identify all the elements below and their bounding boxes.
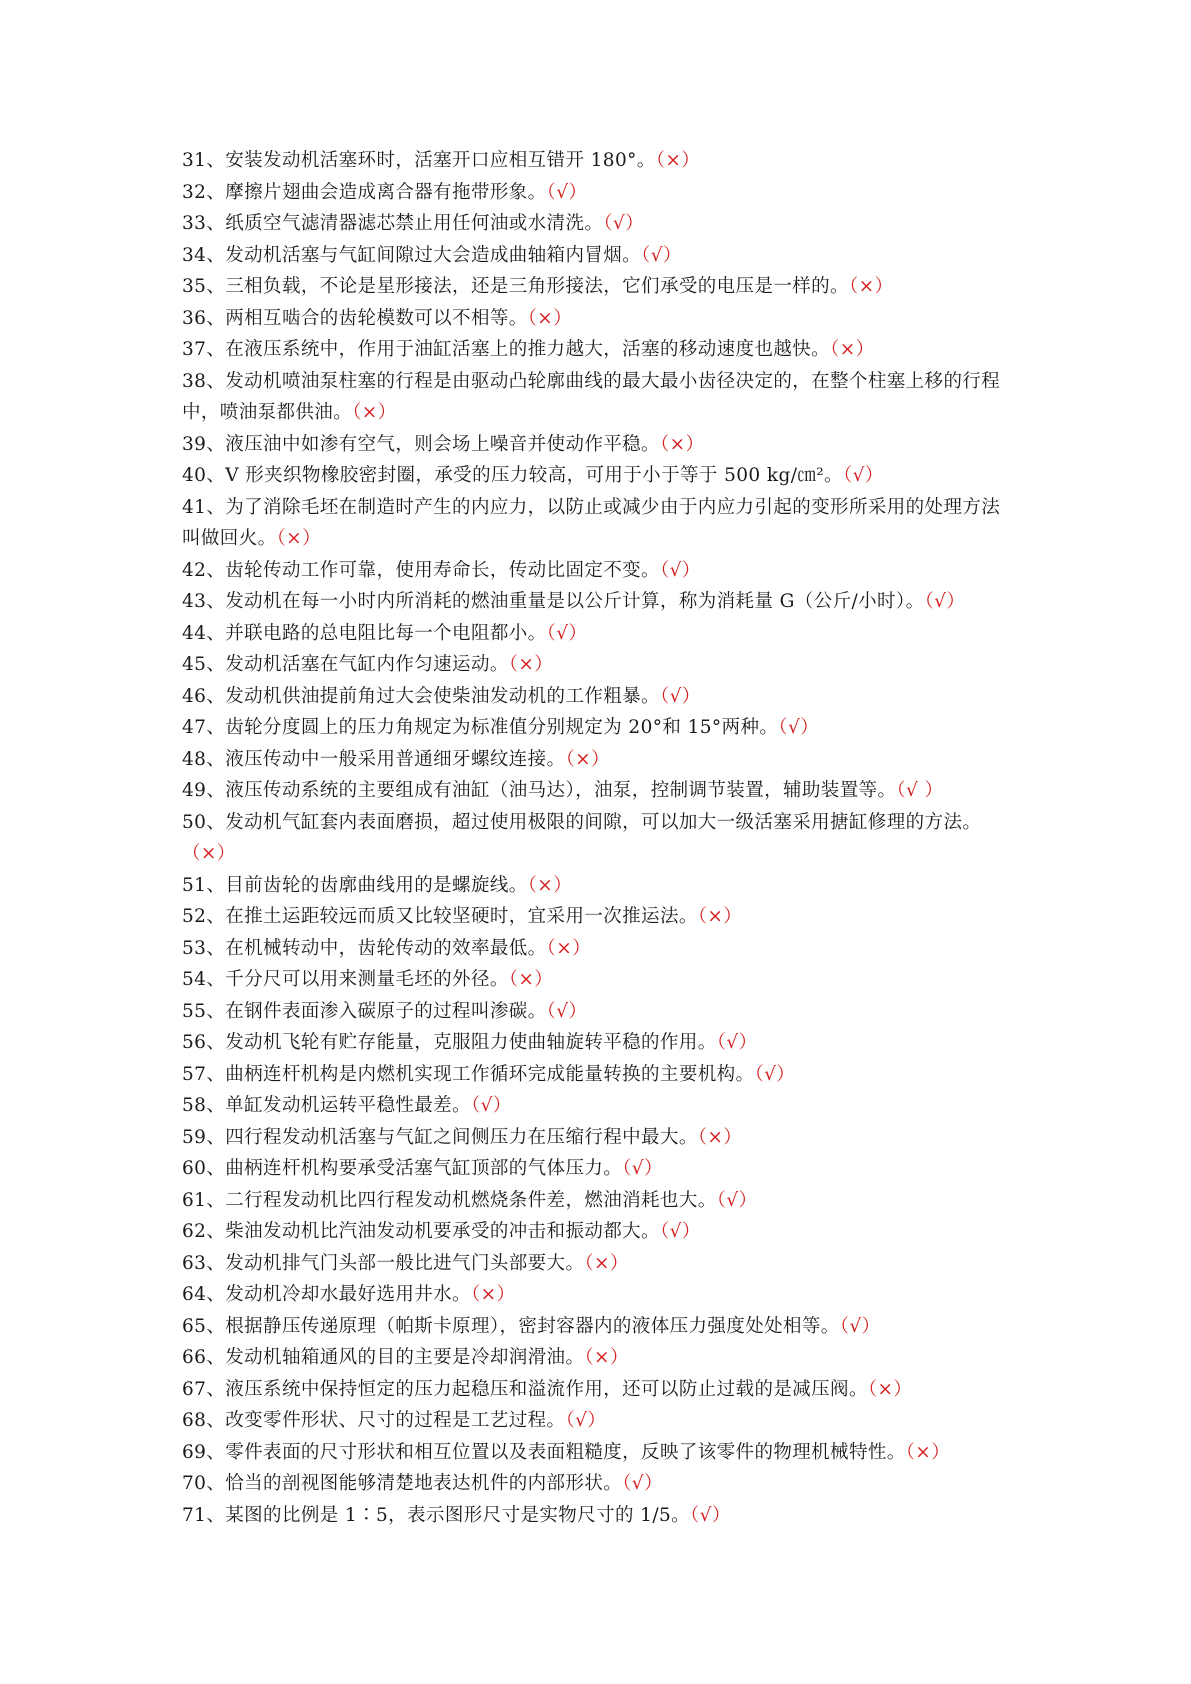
answer-mark: （√） xyxy=(659,685,701,707)
question-item xyxy=(182,555,1012,587)
question-item xyxy=(182,1153,1012,1185)
question-text: 59、四行程发动机活塞与气缸之间侧压力在压缩行程中最大。 xyxy=(182,1126,698,1148)
question-text: 46、发动机供油提前角过大会使柴油发动机的工作粗暴。 xyxy=(182,685,660,707)
answer-mark: （√） xyxy=(603,213,644,234)
question-text: 60、曲柄连杆机构要承受活塞气缸顶部的气体压力。 xyxy=(182,1158,623,1179)
question-item xyxy=(182,460,1012,492)
answer-mark: （√） xyxy=(546,1000,588,1022)
question-item xyxy=(182,240,1012,272)
answer-mark: （×） xyxy=(584,1252,629,1274)
question-text: 41、为了消除毛坯在制造时产生的内应力，以防止或减少由于内应力引起的变形所采用的处理方法叫做回火。 xyxy=(182,496,1001,549)
answer-mark: （√） xyxy=(546,622,588,644)
question-text: 48、液压传动中一般采用普通细牙螺纹连接。 xyxy=(182,748,566,770)
answer-mark: （×） xyxy=(352,402,397,423)
answer-mark: （√） xyxy=(690,1504,731,1526)
question-text: 47、齿轮分度圆上的压力角规定为标准值分别规定为 20°和 15°两种。 xyxy=(182,717,779,738)
answer-mark: （√） xyxy=(716,1032,758,1053)
question-item xyxy=(182,649,1012,681)
answer-mark: （√ ） xyxy=(896,780,944,801)
answer-mark: （×） xyxy=(276,528,321,549)
question-item xyxy=(182,1342,1012,1374)
question-item xyxy=(182,712,1012,744)
question-text: 55、在钢件表面渗入碳原子的过程叫渗碳。 xyxy=(182,1000,547,1022)
question-item xyxy=(182,775,1012,807)
question-item xyxy=(182,744,1012,776)
question-text: 65、根据静压传递原理（帕斯卡原理），密封容器内的液体压力强度处处相等。 xyxy=(182,1315,840,1337)
answer-mark: （×） xyxy=(697,906,743,927)
question-text: 62、柴油发动机比汽油发动机要承受的冲击和振动都大。 xyxy=(182,1221,660,1242)
answer-mark: （×） xyxy=(848,276,894,297)
question-text: 43、发动机在每一小时内所消耗的燃油重量是以公斤计算，称为消耗量 G（公斤/小时）。 xyxy=(182,591,925,612)
question-item xyxy=(182,366,1012,429)
answer-mark: （×） xyxy=(867,1378,913,1400)
question-item xyxy=(182,618,1012,650)
question-item xyxy=(182,271,1012,303)
answer-mark: （√） xyxy=(546,181,588,203)
question-text: 33、纸质空气滤清器滤芯禁止用任何油或水清洗。 xyxy=(182,213,604,234)
question-text: 54、千分尺可以用来测量毛坯的外径。 xyxy=(182,969,509,990)
question-item xyxy=(182,1059,1012,1091)
answer-mark: （×） xyxy=(182,843,236,864)
question-item xyxy=(182,208,1012,240)
question-item xyxy=(182,1185,1012,1217)
answer-mark: （×） xyxy=(905,1441,951,1463)
question-text: 70、恰当的剖视图能够清楚地表达机件的内部形状。 xyxy=(182,1473,623,1494)
answer-mark: （×） xyxy=(508,654,554,675)
question-text: 49、液压传动系统的主要组成有油缸（油马达），油泵，控制调节装置，辅助装置等。 xyxy=(182,780,897,801)
answer-mark: （×） xyxy=(527,874,573,896)
question-item xyxy=(182,807,1012,870)
answer-mark: （×） xyxy=(470,1284,516,1305)
answer-mark: （√） xyxy=(622,1473,663,1494)
answer-mark: （√） xyxy=(924,591,966,612)
question-item xyxy=(182,1216,1012,1248)
question-item xyxy=(182,901,1012,933)
question-text: 35、三相负载，不论是星形接法，还是三角形接法，它们承受的电压是一样的。 xyxy=(182,276,849,297)
question-text: 71、某图的比例是 1∶5，表示图形尺寸是实物尺寸的 1/5。 xyxy=(182,1504,691,1526)
question-text: 31、安装发动机活塞环时，活塞开口应相互错开 180°。 xyxy=(182,150,656,171)
answer-mark: （√） xyxy=(839,1315,881,1337)
question-text: 39、液压油中如渗有空气，则会场上噪音并使动作平稳。 xyxy=(182,433,660,455)
question-text: 53、在机械转动中，齿轮传动的效率最低。 xyxy=(182,937,547,959)
question-item xyxy=(182,145,1012,177)
question-text: 66、发动机轴箱通风的目的主要是冷却润滑油。 xyxy=(182,1347,585,1368)
question-item xyxy=(182,303,1012,335)
question-text: 64、发动机冷却水最好选用井水。 xyxy=(182,1284,471,1305)
question-text: 69、零件表面的尺寸形状和相互位置以及表面粗糙度，反映了该零件的物理机械特性。 xyxy=(182,1441,906,1463)
question-item xyxy=(182,1468,1012,1500)
question-text: 45、发动机活塞在气缸内作匀速运动。 xyxy=(182,654,509,675)
answer-mark: （√） xyxy=(842,465,884,486)
answer-mark: （√） xyxy=(565,1410,607,1431)
question-text: 44、并联电路的总电阻比每一个电阻都小。 xyxy=(182,622,547,644)
question-item xyxy=(182,1405,1012,1437)
answer-mark: （√） xyxy=(778,717,820,738)
question-item xyxy=(182,1090,1012,1122)
answer-mark: （×） xyxy=(565,748,610,770)
answer-mark: （√） xyxy=(622,1158,663,1179)
answer-mark: （√） xyxy=(641,244,682,266)
question-text: 32、摩擦片翅曲会造成离合器有拖带形象。 xyxy=(182,181,547,203)
answer-mark: （×） xyxy=(508,969,554,990)
question-item xyxy=(182,429,1012,461)
question-text: 37、在液压系统中，作用于油缸活塞上的推力越大，活塞的移动速度也越快。 xyxy=(182,339,831,360)
question-item xyxy=(182,1311,1012,1343)
answer-mark: （×） xyxy=(546,937,591,959)
question-text: 40、V 形夹织物橡胶密封圈，承受的压力较高，可用于小于等于 500 kg/㎝²。 xyxy=(182,465,843,486)
question-item xyxy=(182,1027,1012,1059)
question-item xyxy=(182,334,1012,366)
answer-mark: （√） xyxy=(470,1095,512,1116)
question-text: 34、发动机活塞与气缸间隙过大会造成曲轴箱内冒烟。 xyxy=(182,244,642,266)
question-item xyxy=(182,1374,1012,1406)
answer-mark: （√） xyxy=(659,1221,701,1242)
question-item xyxy=(182,492,1012,555)
question-item xyxy=(182,681,1012,713)
question-text: 57、曲柄连杆机构是内燃机实现工作循环完成能量转换的主要机构。 xyxy=(182,1063,755,1085)
question-item xyxy=(182,1500,1012,1532)
answer-mark: （√） xyxy=(716,1189,758,1211)
question-item xyxy=(182,933,1012,965)
question-text: 63、发动机排气门头部一般比进气门头部要大。 xyxy=(182,1252,585,1274)
question-item xyxy=(182,177,1012,209)
question-text: 61、二行程发动机比四行程发动机燃烧条件差，燃油消耗也大。 xyxy=(182,1189,717,1211)
question-item xyxy=(182,870,1012,902)
question-item xyxy=(182,1279,1012,1311)
question-text: 67、液压系统中保持恒定的压力起稳压和溢流作用，还可以防止过载的是减压阀。 xyxy=(182,1378,868,1400)
question-text: 38、发动机喷油泵柱塞的行程是由驱动凸轮廓曲线的最大最小齿径决定的，在整个柱塞上移的行程中，喷油泵都供油。 xyxy=(182,370,1001,423)
question-text: 50、发动机气缸套内表面磨损，超过使用极限的间隙，可以加大一级活塞采用搪缸修理的方法。 xyxy=(182,811,982,833)
question-item xyxy=(182,1248,1012,1280)
answer-mark: （×） xyxy=(830,339,875,360)
question-text: 56、发动机飞轮有贮存能量，克服阻力使曲轴旋转平稳的作用。 xyxy=(182,1032,717,1053)
question-text: 51、目前齿轮的齿廓曲线用的是螺旋线。 xyxy=(182,874,528,896)
answer-mark: （×） xyxy=(527,307,573,329)
question-item xyxy=(182,1437,1012,1469)
answer-mark: （×） xyxy=(584,1347,629,1368)
answer-mark: （×） xyxy=(655,150,701,171)
question-item xyxy=(182,586,1012,618)
question-item xyxy=(182,964,1012,996)
question-text: 42、齿轮传动工作可靠，使用寿命长，传动比固定不变。 xyxy=(182,559,660,581)
question-item xyxy=(182,1122,1012,1154)
question-text: 52、在推土运距较远而质又比较坚硬时，宜采用一次推运法。 xyxy=(182,906,698,927)
answer-mark: （×） xyxy=(659,433,705,455)
question-text: 36、两相互啮合的齿轮模数可以不相等。 xyxy=(182,307,528,329)
answer-mark: （√） xyxy=(754,1063,796,1085)
answer-mark: （√） xyxy=(659,559,701,581)
question-list xyxy=(182,145,1012,1531)
question-text: 58、单缸发动机运转平稳性最差。 xyxy=(182,1095,471,1116)
question-item xyxy=(182,996,1012,1028)
question-text: 68、改变零件形状、尺寸的过程是工艺过程。 xyxy=(182,1410,566,1431)
answer-mark: （×） xyxy=(697,1126,743,1148)
